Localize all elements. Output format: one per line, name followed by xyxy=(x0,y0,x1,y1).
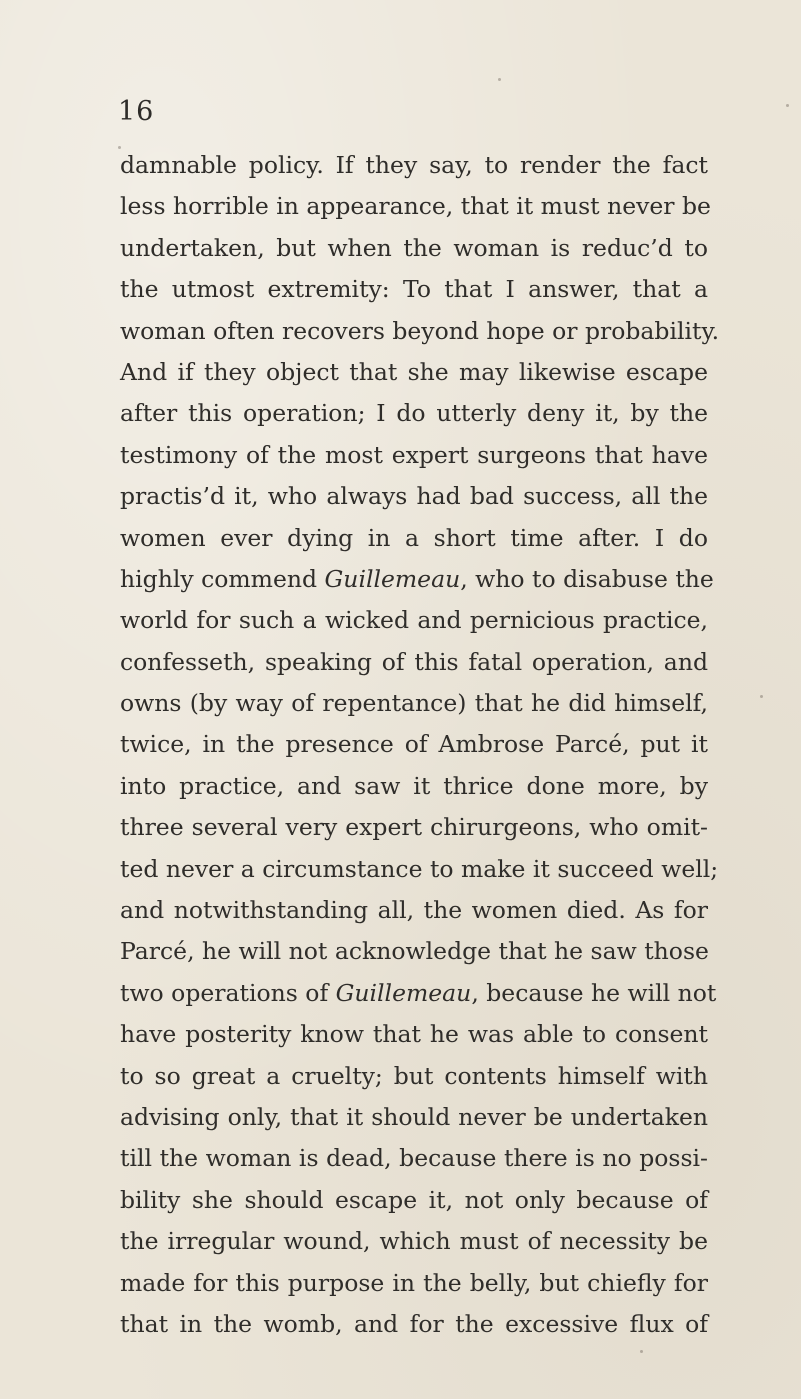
text-line xyxy=(120,807,708,848)
text-line xyxy=(120,1221,708,1262)
text-segment: testimony of the most expert surgeons that have xyxy=(120,440,708,469)
body-text xyxy=(120,145,720,1345)
paper-speck xyxy=(786,104,789,107)
text-segment: after this operation; I do utterly deny it, by the xyxy=(120,399,708,428)
text-line xyxy=(120,393,708,434)
text-line xyxy=(120,1097,708,1138)
text-segment: Parcé, he will not acknowledge that he saw those xyxy=(120,937,709,966)
text-segment: bility she should escape it, not only because of xyxy=(120,1185,708,1214)
text-segment: to so great a cruelty; but contents himself with xyxy=(120,1061,708,1090)
paper-speck xyxy=(498,78,501,81)
text-line xyxy=(120,600,708,641)
text-line xyxy=(120,931,708,972)
text-segment: that in the womb, and for the excessive flux of xyxy=(120,1309,708,1338)
paper-speck xyxy=(760,695,763,698)
text-line xyxy=(120,849,719,890)
paper-speck xyxy=(118,146,121,149)
text-line xyxy=(120,642,708,683)
text-segment: made for this purpose in the belly, but chiefly for xyxy=(120,1268,708,1297)
text-segment: till the woman is dead, because there is no possi- xyxy=(120,1144,708,1173)
text-segment: owns (by way of repentance) that he did himself, xyxy=(120,689,708,718)
text-segment: the irregular wound, which must of necessity be xyxy=(120,1227,708,1256)
text-line xyxy=(120,683,708,724)
text-line xyxy=(120,518,708,559)
text-line xyxy=(120,145,708,186)
text-line xyxy=(120,186,711,227)
text-line xyxy=(120,559,714,600)
text-segment: women ever dying in a short time after. I do xyxy=(120,523,708,552)
text-segment: three several very expert chirurgeons, who omit- xyxy=(120,813,708,842)
text-segment: into practice, and saw it thrice done more, by xyxy=(120,771,708,800)
text-line xyxy=(120,476,708,517)
text-segment: damnable policy. If they say, to render the fact xyxy=(120,151,708,179)
text-line xyxy=(120,269,708,310)
text-segment: practis’d it, who always had bad success, all the xyxy=(120,482,708,511)
italic-name: Guillemeau xyxy=(335,978,472,1007)
text-segment: ted never a circumstance to make it succeed well; xyxy=(120,854,719,883)
text-segment: confesseth, speaking of this fatal operation, and xyxy=(120,647,708,676)
text-line xyxy=(120,1056,708,1097)
text-segment: twice, in the presence of Ambrose Parcé, put it xyxy=(120,730,708,759)
text-segment: two operations of xyxy=(120,978,336,1007)
italic-name: Guillemeau xyxy=(324,564,461,593)
text-segment: woman often recovers beyond hope or probability. xyxy=(120,316,720,345)
text-segment: highly commend xyxy=(120,564,325,593)
text-line xyxy=(120,1304,708,1345)
text-line xyxy=(120,352,708,393)
text-line xyxy=(120,766,708,807)
page-number: 16 xyxy=(118,96,155,127)
text-segment: the utmost extremity: To that I answer, that a xyxy=(120,275,708,304)
text-segment: undertaken, but when the woman is reduc’d to xyxy=(120,233,708,262)
text-line xyxy=(120,973,717,1014)
text-line xyxy=(120,311,720,352)
text-segment: have posterity know that he was able to consent xyxy=(120,1020,708,1049)
text-segment: And if they object that she may likewise escape xyxy=(120,357,708,386)
text-line xyxy=(120,1138,708,1179)
text-line xyxy=(120,1014,708,1055)
text-line xyxy=(120,1263,708,1304)
text-segment: world for such a wicked and pernicious practice, xyxy=(120,606,708,635)
text-segment: , who to disabuse the xyxy=(460,564,714,593)
text-line xyxy=(120,228,708,269)
paper-speck xyxy=(640,1350,643,1353)
text-segment: advising only, that it should never be undertaken xyxy=(120,1102,708,1131)
text-line xyxy=(120,435,708,476)
text-segment: and notwithstanding all, the women died. As for xyxy=(120,896,708,925)
text-segment: less horrible in appearance, that it must never be xyxy=(120,192,711,221)
text-line xyxy=(120,724,708,765)
text-segment: , because he will not xyxy=(471,978,717,1007)
text-line xyxy=(120,1180,708,1221)
text-line xyxy=(120,890,708,931)
